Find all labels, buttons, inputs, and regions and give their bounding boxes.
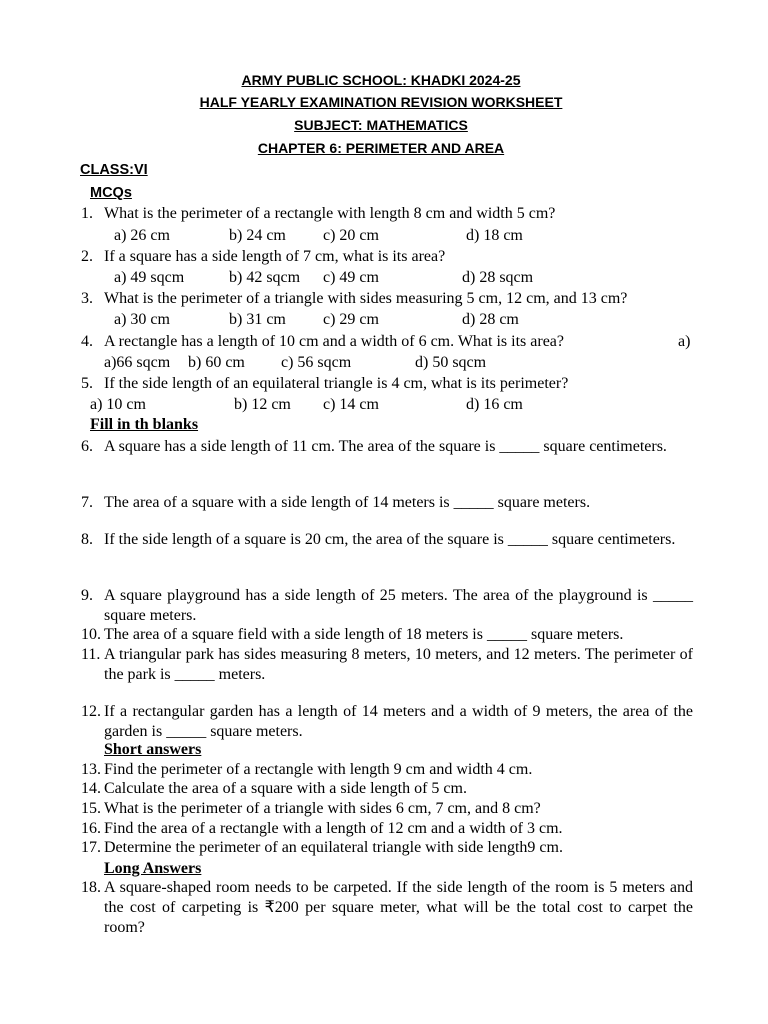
option-c: c) 49 cm [323,269,379,286]
question-text: A square-shaped room needs to be carpeted. If the side length of the room is 5 meters and the cost of carpeting is ₹200 per square meter, what will be the total cost to carpet the room? [104,879,693,936]
question-text: Determine the perimeter of an equilateral triangle with side length9 cm. [104,839,563,856]
subject-title: SUBJECT: MATHEMATICS [294,117,468,133]
question-number: 14. [81,780,101,797]
question-number: 17. [81,839,101,856]
question-text: If a rectangular garden has a length of 14 meters and a width of 9 meters, the area of the garden is _____ square meters. [104,703,693,740]
option-c: c) 14 cm [323,396,379,413]
option-d: d) 18 cm [466,227,523,244]
option-b: b) 31 cm [229,311,286,328]
question-text: A rectangle has a length of 10 cm and a width of 6 cm. What is its area? [104,333,564,350]
question-number: 9. [81,587,93,604]
option-d: d) 50 sqcm [415,354,487,371]
question-number: 7. [81,494,93,511]
option-d: d) 16 cm [466,396,523,413]
option-b: b) 42 sqcm [229,269,301,286]
question-number: 15. [81,800,101,817]
question-text: Find the area of a rectangle with a length of 12 cm and a width of 3 cm. [104,820,563,837]
option-d: d) 28 cm [462,311,519,328]
option-d: d) 28 sqcm [462,269,534,286]
section-mcq-heading: MCQs [90,185,132,201]
question-text: If the side length of an equilateral triangle is 4 cm, what is its perimeter? [104,375,569,392]
question-number: 11. [81,646,101,663]
section-fill-heading: Fill in th blanks [90,416,199,433]
question-number: 8. [81,531,93,548]
option-a: a) 49 sqcm [114,269,185,286]
option-b: b) 60 cm [188,354,245,371]
option-a: a) 10 cm [90,396,146,413]
question-number: 5. [81,375,93,392]
question-number: 12. [81,703,101,720]
section-short-heading: Short answers [104,741,202,758]
question-text: If the side length of a square is 20 cm, the area of the square is _____ square centimeters. [104,531,676,548]
class-label: CLASS:VI [80,162,148,178]
question-number: 4. [81,333,93,350]
question-text-tail: a) [678,333,691,350]
question-text: A triangular park has sides measuring 8 meters, 10 meters, and 12 meters. The perimeter of the park is _____ meters. [104,646,693,683]
question-number: 18. [81,879,101,896]
question-text: What is the perimeter of a triangle with sides measuring 5 cm, 12 cm, and 13 cm? [104,290,628,307]
option-a: a)66 sqcm [104,354,171,371]
question-number: 6. [81,438,93,455]
chapter-title: CHAPTER 6: PERIMETER AND AREA [257,140,505,156]
question-text: Calculate the area of a square with a side length of 5 cm. [104,780,467,797]
option-a: a) 26 cm [114,227,170,244]
option-a: a) 30 cm [114,311,170,328]
section-long-heading: Long Answers [104,860,202,877]
question-number: 1. [81,205,93,222]
question-text: If a square has a side length of 7 cm, what is its area? [104,248,446,265]
question-number: 10. [81,626,101,643]
option-c: c) 56 sqcm [281,354,352,371]
question-text: What is the perimeter of a rectangle with length 8 cm and width 5 cm? [104,205,556,222]
question-number: 13. [81,761,101,778]
option-c: c) 20 cm [323,227,379,244]
option-b: b) 12 cm [234,396,291,413]
question-text: The area of a square with a side length of 14 meters is _____ square meters. [104,494,591,511]
question-text: The area of a square field with a side length of 18 meters is _____ square meters. [104,626,624,643]
option-c: c) 29 cm [323,311,379,328]
worksheet-title: HALF YEARLY EXAMINATION REVISION WORKSHEET [199,94,563,110]
question-text: A square playground has a side length of 25 meters. The area of the playground is _____ square meters. [104,587,693,624]
question-number: 16. [81,820,101,837]
question-text: What is the perimeter of a triangle with sides 6 cm, 7 cm, and 8 cm? [104,800,541,817]
question-text: A square has a side length of 11 cm. The area of the square is _____ square centimeters. [104,438,667,455]
question-text: Find the perimeter of a rectangle with length 9 cm and width 4 cm. [104,761,533,778]
question-number: 2. [81,248,93,265]
option-b: b) 24 cm [229,227,286,244]
school-title: ARMY PUBLIC SCHOOL: KHADKI 2024-25 [241,72,521,88]
question-number: 3. [81,290,93,307]
